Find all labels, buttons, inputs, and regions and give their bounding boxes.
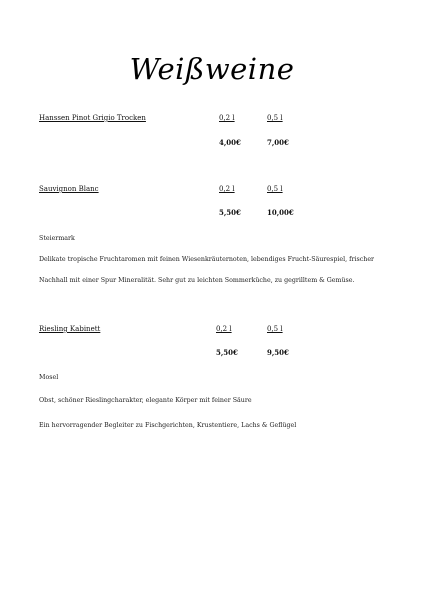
wine-name: Sauvignon Blanc bbox=[39, 185, 99, 193]
page-title: Weißweine bbox=[129, 52, 295, 86]
wine-region: Steiermark bbox=[39, 235, 75, 242]
wine-name: Hanssen Pinot Grigio Trocken bbox=[39, 114, 146, 122]
wine-description-line: Delikate tropische Fruchtaromen mit feinen Wiesenkräuternoten, lebendiges Frucht-Säurespiel, frischer bbox=[39, 256, 375, 263]
wine-name: Riesling Kabinett bbox=[39, 325, 101, 333]
wine-size-large: 0,5 l bbox=[267, 185, 283, 193]
wine-region: Mosel bbox=[39, 374, 59, 381]
wine-price-small: 5,50€ bbox=[219, 208, 241, 217]
wine-price-large: 9,50€ bbox=[267, 348, 289, 357]
wine-size-small: 0,2 l bbox=[216, 325, 232, 333]
wine-description-line: Nachhall mit einer Spur Mineralität. Sehr gut zu leichten Sommerküche, zu gegrilltem & Gemüse. bbox=[39, 277, 355, 284]
wine-size-large: 0,5 l bbox=[267, 325, 283, 333]
wine-size-small: 0,2 l bbox=[219, 114, 235, 122]
wine-price-small: 5,50€ bbox=[216, 348, 238, 357]
wine-price-large: 10,00€ bbox=[267, 208, 294, 217]
wine-price-large: 7,00€ bbox=[267, 138, 289, 147]
wine-description-line: Obst, schöner Rieslingcharakter, elegante Körper mit feiner Säure bbox=[39, 397, 252, 404]
wine-size-large: 0,5 l bbox=[267, 114, 283, 122]
wine-size-small: 0,2 l bbox=[219, 185, 235, 193]
wine-description-line: Ein hervorragender Begleiter zu Fischgerichten, Krustentiere, Lachs & Geflügel bbox=[39, 422, 297, 429]
wine-price-small: 4,00€ bbox=[219, 138, 241, 147]
